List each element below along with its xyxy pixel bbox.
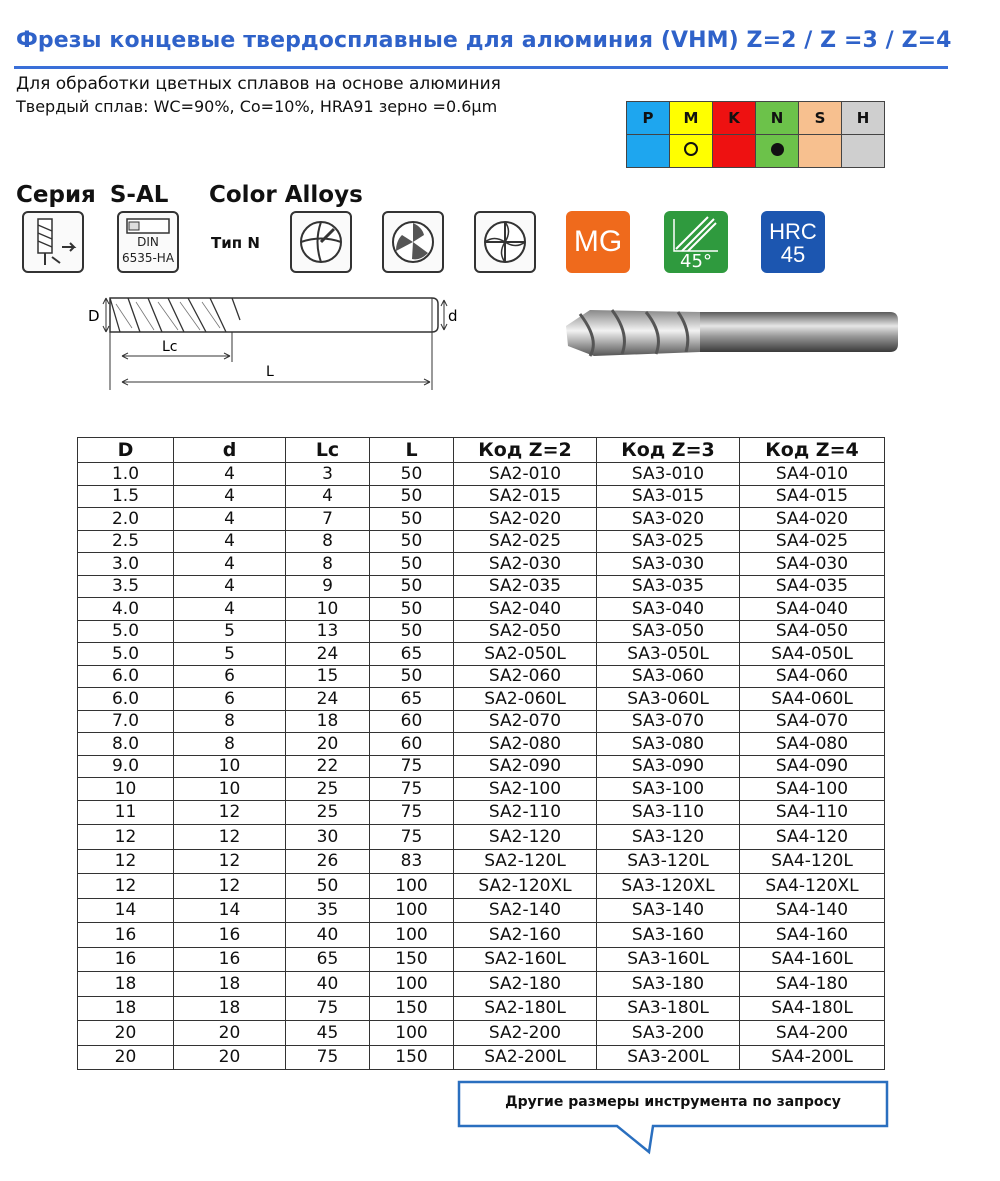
table-cell: 100 [370, 898, 454, 923]
table-cell: 50 [370, 553, 454, 576]
table-cell: 35 [286, 898, 370, 923]
table-cell: 3.5 [78, 575, 174, 598]
table-cell: 6 [174, 665, 286, 688]
table-cell: 4 [174, 463, 286, 486]
table-cell: SA2-015 [454, 485, 597, 508]
end-mill-photo [560, 300, 900, 364]
type-label: Тип N [211, 234, 260, 252]
table-row [78, 972, 885, 997]
table-cell: 60 [370, 710, 454, 733]
table-cell: 50 [286, 874, 370, 899]
table-cell: 10 [78, 778, 174, 801]
table-cell: 60 [370, 733, 454, 756]
table-cell: SA3-110 [597, 800, 740, 825]
table-cell: 100 [370, 874, 454, 899]
iso-group-n: N [756, 102, 799, 135]
table-cell: SA2-070 [454, 710, 597, 733]
table-cell: SA2-020 [454, 508, 597, 531]
table-cell: SA2-180L [454, 996, 597, 1021]
table-row [78, 463, 885, 486]
table-cell: SA4-200 [740, 1021, 885, 1046]
table-cell: 50 [370, 665, 454, 688]
table-cell: 40 [286, 972, 370, 997]
table-cell: SA4-080 [740, 733, 885, 756]
table-cell: 4.0 [78, 598, 174, 621]
table-cell: SA2-060L [454, 688, 597, 711]
table-cell: SA3-200 [597, 1021, 740, 1046]
table-cell: SA3-070 [597, 710, 740, 733]
table-cell: SA3-015 [597, 485, 740, 508]
table-cell: 26 [286, 849, 370, 874]
table-row [78, 598, 885, 621]
four-flute-section-icon [474, 211, 536, 273]
series-heading [16, 182, 168, 208]
table-cell: 8 [286, 530, 370, 553]
table-cell: 13 [286, 620, 370, 643]
column-header: Lc [286, 438, 370, 463]
specification-table [77, 437, 885, 1070]
two-flute-section-icon [290, 211, 352, 273]
table-cell: 6 [174, 688, 286, 711]
label-Lc: Lc [162, 339, 178, 355]
series-name: S-AL [109, 182, 169, 208]
table-cell: SA3-180 [597, 972, 740, 997]
table-cell: 4 [286, 485, 370, 508]
table-cell: SA3-140 [597, 898, 740, 923]
table-cell: SA4-050L [740, 643, 885, 666]
table-cell: SA4-180 [740, 972, 885, 997]
table-cell: SA4-025 [740, 530, 885, 553]
table-cell: SA3-060 [597, 665, 740, 688]
table-row [78, 778, 885, 801]
table-cell: SA3-030 [597, 553, 740, 576]
table-cell: 50 [370, 530, 454, 553]
table-row [78, 849, 885, 874]
callout-bubble [457, 1080, 893, 1160]
column-header: Код Z=2 [454, 438, 597, 463]
table-cell: SA2-060 [454, 665, 597, 688]
label-d: d [448, 307, 458, 325]
table-cell: SA2-025 [454, 530, 597, 553]
table-row [78, 485, 885, 508]
recommended-filled-circle-icon [771, 143, 784, 156]
table-cell: SA4-060L [740, 688, 885, 711]
mg-badge: MG [566, 211, 630, 273]
din-label: DIN [137, 235, 159, 249]
table-cell: 30 [286, 825, 370, 850]
page-title: Фрезы концевые твердосплавные для алюминия (VHM) Z=2 / Z =3 / Z=4 [16, 28, 952, 53]
table-cell: SA4-200L [740, 1045, 885, 1070]
table-header-row [78, 438, 885, 463]
iso-group-m: M [670, 102, 713, 135]
table-row [78, 620, 885, 643]
table-cell: 75 [370, 800, 454, 825]
table-cell: 18 [78, 972, 174, 997]
table-cell: 10 [174, 778, 286, 801]
table-cell: 14 [78, 898, 174, 923]
iso-group-n-suitability [756, 135, 799, 168]
label-L: L [266, 364, 274, 380]
table-cell: 3.0 [78, 553, 174, 576]
table-cell: SA4-035 [740, 575, 885, 598]
table-cell: 3 [286, 463, 370, 486]
table-cell: 25 [286, 800, 370, 825]
table-row [78, 874, 885, 899]
table-cell: 6.0 [78, 665, 174, 688]
table-cell: 15 [286, 665, 370, 688]
table-row [78, 643, 885, 666]
table-cell: 7.0 [78, 710, 174, 733]
table-cell: 2.0 [78, 508, 174, 531]
table-row [78, 755, 885, 778]
table-cell: SA4-120 [740, 825, 885, 850]
table-cell: SA4-010 [740, 463, 885, 486]
column-header: d [174, 438, 286, 463]
alloys-heading: Color Alloys [209, 182, 363, 208]
iso-group-h-suitability [842, 135, 885, 168]
table-cell: 50 [370, 508, 454, 531]
suitable-open-circle-icon [684, 142, 698, 156]
table-row [78, 575, 885, 598]
table-cell: 7 [286, 508, 370, 531]
table-cell: SA3-010 [597, 463, 740, 486]
table-cell: 83 [370, 849, 454, 874]
table-cell: 10 [174, 755, 286, 778]
table-row [78, 553, 885, 576]
table-cell: 75 [370, 755, 454, 778]
table-cell: SA4-090 [740, 755, 885, 778]
table-cell: 20 [286, 733, 370, 756]
table-cell: 4 [174, 508, 286, 531]
table-cell: 65 [370, 688, 454, 711]
table-cell: 22 [286, 755, 370, 778]
table-row [78, 800, 885, 825]
table-cell: SA4-120L [740, 849, 885, 874]
table-cell: SA3-200L [597, 1045, 740, 1070]
table-cell: SA4-070 [740, 710, 885, 733]
table-cell: SA2-035 [454, 575, 597, 598]
table-row [78, 825, 885, 850]
table-row [78, 530, 885, 553]
table-cell: 8 [286, 553, 370, 576]
table-cell: 65 [286, 947, 370, 972]
table-cell: SA3-050 [597, 620, 740, 643]
table-cell: 75 [370, 778, 454, 801]
table-row [78, 1045, 885, 1070]
table-cell: 50 [370, 575, 454, 598]
table-cell: 12 [174, 800, 286, 825]
table-cell: 18 [286, 710, 370, 733]
table-cell: SA4-060 [740, 665, 885, 688]
table-cell: SA2-080 [454, 733, 597, 756]
iso-group-p: P [627, 102, 670, 135]
column-header: Код Z=4 [740, 438, 885, 463]
hardness-badge [761, 211, 825, 273]
table-cell: SA3-180L [597, 996, 740, 1021]
iso-group-k: K [713, 102, 756, 135]
iso-group-p-suitability [627, 135, 670, 168]
table-cell: SA3-035 [597, 575, 740, 598]
subtitle-application: Для обработки цветных сплавов на основе алюминия [16, 74, 501, 94]
table-cell: 20 [174, 1045, 286, 1070]
din-shank-icon [117, 211, 179, 273]
table-cell: 12 [78, 825, 174, 850]
table-cell: SA4-160L [740, 947, 885, 972]
table-row [78, 710, 885, 733]
table-cell: SA2-030 [454, 553, 597, 576]
table-cell: 150 [370, 947, 454, 972]
table-cell: SA2-120XL [454, 874, 597, 899]
hardness-value: 45 [780, 242, 806, 267]
table-cell: SA2-160L [454, 947, 597, 972]
table-cell: 16 [78, 923, 174, 948]
table-cell: 10 [286, 598, 370, 621]
hardness-label: HRC [769, 219, 817, 244]
cutter-outline [110, 298, 438, 332]
three-flute-section-icon [382, 211, 444, 273]
table-cell: SA3-020 [597, 508, 740, 531]
helix-angle-badge [664, 211, 728, 273]
table-cell: 1.0 [78, 463, 174, 486]
table-cell: 4 [174, 530, 286, 553]
table-cell: SA4-050 [740, 620, 885, 643]
iso-group-k-suitability [713, 135, 756, 168]
table-row [78, 1021, 885, 1046]
column-header: Код Z=3 [597, 438, 740, 463]
table-cell: 1.5 [78, 485, 174, 508]
table-cell: SA2-120L [454, 849, 597, 874]
table-cell: 20 [78, 1021, 174, 1046]
table-cell: SA4-030 [740, 553, 885, 576]
table-cell: 4 [174, 575, 286, 598]
table-cell: SA4-180L [740, 996, 885, 1021]
table-cell: SA2-010 [454, 463, 597, 486]
table-cell: SA2-050L [454, 643, 597, 666]
table-cell: 65 [370, 643, 454, 666]
table-cell: 4 [174, 598, 286, 621]
table-cell: SA2-090 [454, 755, 597, 778]
table-row [78, 665, 885, 688]
table-cell: SA3-050L [597, 643, 740, 666]
column-header: D [78, 438, 174, 463]
table-cell: 20 [174, 1021, 286, 1046]
iso-group-s-suitability [799, 135, 842, 168]
table-cell: SA2-110 [454, 800, 597, 825]
table-cell: SA3-120XL [597, 874, 740, 899]
table-cell: 50 [370, 598, 454, 621]
table-cell: 5.0 [78, 643, 174, 666]
table-cell: SA4-120XL [740, 874, 885, 899]
table-cell: 2.5 [78, 530, 174, 553]
table-cell: SA2-100 [454, 778, 597, 801]
table-cell: 50 [370, 620, 454, 643]
table-cell: 9.0 [78, 755, 174, 778]
table-cell: 5 [174, 620, 286, 643]
table-cell: SA3-090 [597, 755, 740, 778]
table-cell: 45 [286, 1021, 370, 1046]
table-cell: 100 [370, 1021, 454, 1046]
table-cell: 50 [370, 485, 454, 508]
table-cell: SA2-200 [454, 1021, 597, 1046]
table-cell: SA2-140 [454, 898, 597, 923]
table-cell: 16 [174, 947, 286, 972]
table-cell: SA2-160 [454, 923, 597, 948]
table-cell: 5 [174, 643, 286, 666]
table-cell: 11 [78, 800, 174, 825]
table-cell: 8 [174, 710, 286, 733]
table-cell: 100 [370, 923, 454, 948]
title-underline [14, 66, 948, 69]
iso-group-m-suitability [670, 135, 713, 168]
table-row [78, 508, 885, 531]
table-row [78, 688, 885, 711]
table-cell: SA3-160 [597, 923, 740, 948]
subtitle-material: Твердый сплав: WC=90%, Co=10%, HRA91 зерно =0.6μm [16, 97, 498, 116]
table-cell: SA2-200L [454, 1045, 597, 1070]
table-cell: 4 [174, 485, 286, 508]
table-cell: SA4-110 [740, 800, 885, 825]
table-cell: 8 [174, 733, 286, 756]
table-cell: 12 [78, 874, 174, 899]
iso-group-h: H [842, 102, 885, 135]
table-cell: SA3-120 [597, 825, 740, 850]
tool-dimension-drawing [70, 290, 470, 400]
table-cell: 6.0 [78, 688, 174, 711]
table-row [78, 898, 885, 923]
table-cell: SA2-180 [454, 972, 597, 997]
table-cell: SA4-015 [740, 485, 885, 508]
table-cell: 75 [286, 1045, 370, 1070]
table-cell: 5.0 [78, 620, 174, 643]
other-sizes-note: Другие размеры инструмента по запросу [505, 1094, 841, 1110]
table-cell: 18 [174, 972, 286, 997]
table-cell: SA4-040 [740, 598, 885, 621]
din-standard: 6535-HA [121, 251, 175, 265]
table-cell: 12 [174, 849, 286, 874]
column-header: L [370, 438, 454, 463]
table-cell: 12 [174, 825, 286, 850]
table-cell: SA4-160 [740, 923, 885, 948]
table-cell: 18 [174, 996, 286, 1021]
table-cell: SA3-080 [597, 733, 740, 756]
table-cell: SA2-040 [454, 598, 597, 621]
iso-group-s: S [799, 102, 842, 135]
label-D: D [88, 307, 100, 325]
table-cell: 25 [286, 778, 370, 801]
table-cell: 150 [370, 996, 454, 1021]
table-cell: SA4-100 [740, 778, 885, 801]
table-cell: SA2-050 [454, 620, 597, 643]
table-cell: 24 [286, 643, 370, 666]
table-cell: 14 [174, 898, 286, 923]
table-cell: 4 [174, 553, 286, 576]
table-cell: 100 [370, 972, 454, 997]
table-cell: 12 [174, 874, 286, 899]
table-cell: 50 [370, 463, 454, 486]
table-cell: SA3-120L [597, 849, 740, 874]
table-cell: 8.0 [78, 733, 174, 756]
iso-material-table [626, 101, 885, 168]
table-cell: SA4-020 [740, 508, 885, 531]
helix-cutter-icon [22, 211, 84, 273]
table-cell: 18 [78, 996, 174, 1021]
table-cell: SA3-040 [597, 598, 740, 621]
table-cell: SA3-060L [597, 688, 740, 711]
table-cell: 75 [286, 996, 370, 1021]
table-cell: SA3-100 [597, 778, 740, 801]
table-cell: 9 [286, 575, 370, 598]
table-cell: 16 [78, 947, 174, 972]
table-row [78, 733, 885, 756]
table-cell: 16 [174, 923, 286, 948]
table-cell: 40 [286, 923, 370, 948]
table-cell: SA3-160L [597, 947, 740, 972]
table-cell: SA3-025 [597, 530, 740, 553]
table-cell: SA4-140 [740, 898, 885, 923]
table-cell: SA2-120 [454, 825, 597, 850]
table-row [78, 923, 885, 948]
series-label: Серия [16, 182, 96, 208]
helix-angle-label: 45° [680, 251, 712, 272]
table-row [78, 947, 885, 972]
table-cell: 20 [78, 1045, 174, 1070]
table-cell: 75 [370, 825, 454, 850]
table-cell: 24 [286, 688, 370, 711]
table-cell: 12 [78, 849, 174, 874]
table-cell: 150 [370, 1045, 454, 1070]
table-row [78, 996, 885, 1021]
